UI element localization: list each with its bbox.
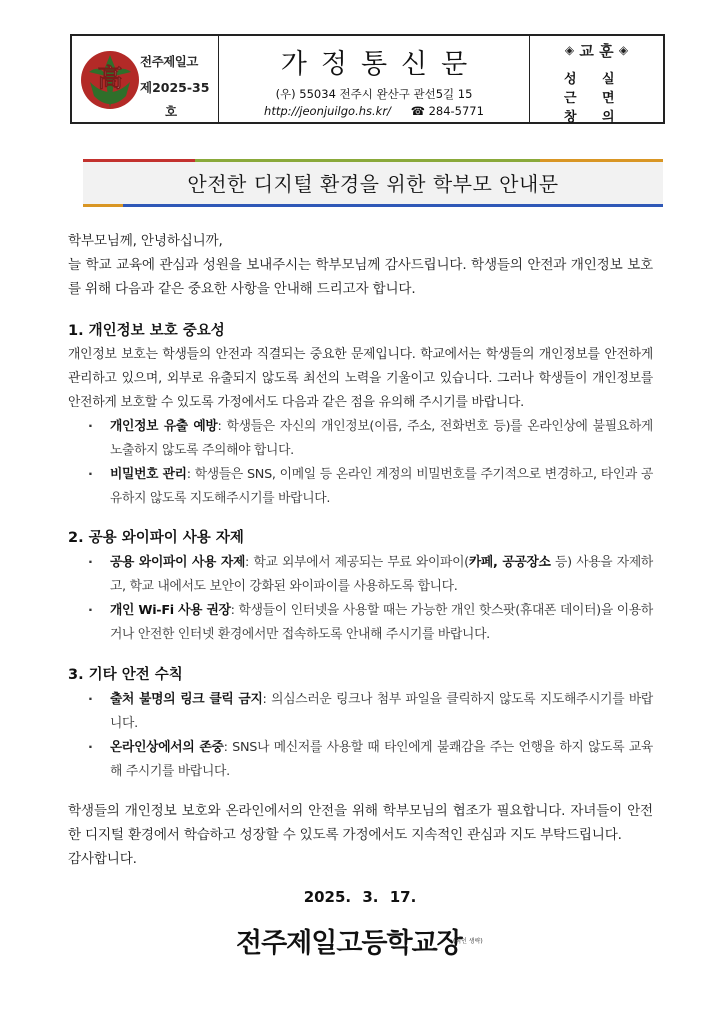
section-heading: 1. 개인정보 보호 중요성 (68, 323, 225, 339)
list-item-text: : SNS나 메신저를 사용할 때 타인에게 불쾌감을 주는 언행을 하지 않도록 교육해 주시기를 바랍니다. (110, 740, 653, 779)
bar-segment-orange (83, 204, 123, 207)
list-item-label: 개인정보 유출 예방 (110, 419, 218, 434)
list-item-label: 비밀번호 관리 (110, 467, 187, 482)
issue-suffix: 호 (165, 104, 178, 119)
issue-number: 제2025-35 (140, 80, 210, 95)
list-item-label: 출처 불명의 링크 클릭 금지 (110, 692, 263, 707)
motto-word: 근 (564, 91, 577, 106)
title-cell (219, 36, 530, 122)
closing-thanks: 감사합니다. (68, 851, 137, 867)
school-short-name: 전주제일고 (140, 54, 198, 69)
bar-segment-blue (271, 204, 571, 207)
motto-word: 의 (602, 110, 615, 125)
issue-date: 2025. 3. 17. (303, 888, 417, 906)
motto-word: 창 (564, 110, 577, 125)
motto-title-row (530, 40, 663, 61)
list-item (88, 463, 654, 511)
bullet-icon: · (88, 467, 93, 482)
school-info-cell (72, 36, 219, 122)
diamond-left-icon: ◈ (564, 43, 575, 57)
section-heading: 2. 공용 와이파이 사용 자제 (68, 530, 244, 546)
list-item (88, 415, 653, 463)
bullet-icon: · (88, 555, 93, 570)
list-item (88, 599, 653, 647)
list-item-label: 온라인상에서의 존중 (110, 740, 224, 755)
bullet-icon: · (88, 692, 93, 707)
list-item (88, 736, 653, 784)
bullet-icon: · (88, 419, 93, 434)
list-item-label: 공용 와이파이 사용 자제 (110, 555, 246, 570)
seal-note: (직인 생략) (453, 938, 483, 945)
list-item-text: : 학생들이 인터넷을 사용할 때는 가능한 개인 핫스팟(휴대폰 데이터)을 이용하거나 안전한 인터넷 환경에서만 접속하도록 안내해 주시기를 바랍니다. (110, 603, 653, 642)
list-item (88, 688, 653, 736)
banner-bottom-bar (83, 204, 663, 207)
newsletter-title: 가정통신문 (280, 49, 482, 80)
emblem-letter: 高 (97, 63, 123, 93)
motto-title: 교 훈 (579, 42, 614, 60)
motto-cell (530, 36, 663, 125)
intro-greeting: 학부모님께, 안녕하십니까, (68, 233, 223, 249)
diamond-right-icon: ◈ (618, 43, 629, 57)
motto-word: 면 (602, 91, 615, 106)
motto-word: 성 (564, 72, 577, 87)
bar-segment-blue (123, 204, 271, 207)
list-item-text: : 학생들은 SNS, 이메일 등 온라인 계정의 비밀번호를 주기적으로 변경하고, 타인과 공유하지 않도록 지도해주시기를 바랍니다. (110, 467, 654, 506)
document-title: 안전한 디지털 환경을 위한 학부모 안내문 (83, 162, 663, 204)
list-item-text: : 학생들은 자신의 개인정보(이름, 주소, 전화번호 등)를 온라인상에 불필요하게 노출하지 않도록 주의해야 합니다. (110, 419, 653, 458)
principal-signature: 전주제일고등학교장 (236, 928, 462, 959)
bullet-icon: · (88, 740, 93, 755)
section-heading: 3. 기타 안전 수칙 (68, 667, 183, 683)
newsletter-header (70, 34, 665, 124)
list-item (88, 551, 653, 599)
school-phone: ☎ 284-5771 (410, 104, 484, 118)
list-item-text: : 의심스러운 링크나 첨부 파일을 클릭하지 않도록 지도해주시기를 바랍니다. (110, 692, 653, 731)
list-item-text: 등) 사용을 자제하고, 학교 내에서도 보안이 강화된 와이파이를 사용하도록 합니다. (110, 555, 653, 594)
school-address: (우) 55034 전주시 완산구 관선5길 15 (275, 87, 473, 101)
list-item-text: : 학교 외부에서 제공되는 무료 와이파이( (245, 555, 469, 570)
bar-segment-blue (571, 204, 663, 207)
list-item-emphasis: 카페, 공공장소 (468, 555, 551, 570)
intro-paragraph: 늘 학교 교육에 관심과 성원을 보내주시는 학부모님께 감사드립니다. 학생들의 안전과 개인정보 보호를 위해 다음과 같은 중요한 사항을 안내해 드리고자 합니다. (68, 257, 653, 297)
school-url-link[interactable]: http://jeonjuilgo.hs.kr/ (264, 104, 391, 118)
list-item-label: 개인 Wi-Fi 사용 권장 (110, 603, 231, 618)
contact-line (219, 104, 529, 118)
closing-paragraph: 학생들의 개인정보 보호와 온라인에서의 안전을 위해 학부모님의 협조가 필요합니다. 자녀들이 안전한 디지털 환경에서 학습하고 성장할 수 있도록 가정에서도 지속적인 관심과 지도 부탁드립니다. (68, 803, 653, 843)
motto-word: 실 (602, 72, 615, 87)
bullet-icon: · (88, 603, 93, 618)
section-body: 개인정보 보호는 학생들의 안전과 직결되는 중요한 문제입니다. 학교에서는 학생들의 개인정보를 안전하게 관리하고 있으며, 외부로 유출되지 않도록 최선의 노력을 기울이고 있습니다. 그러나 학생들이 개인정보를 안전하게 보호할 수 있도록 가정에서도 다음과 같은 점을 유의해 주시기를 바랍니다. (68, 347, 653, 410)
